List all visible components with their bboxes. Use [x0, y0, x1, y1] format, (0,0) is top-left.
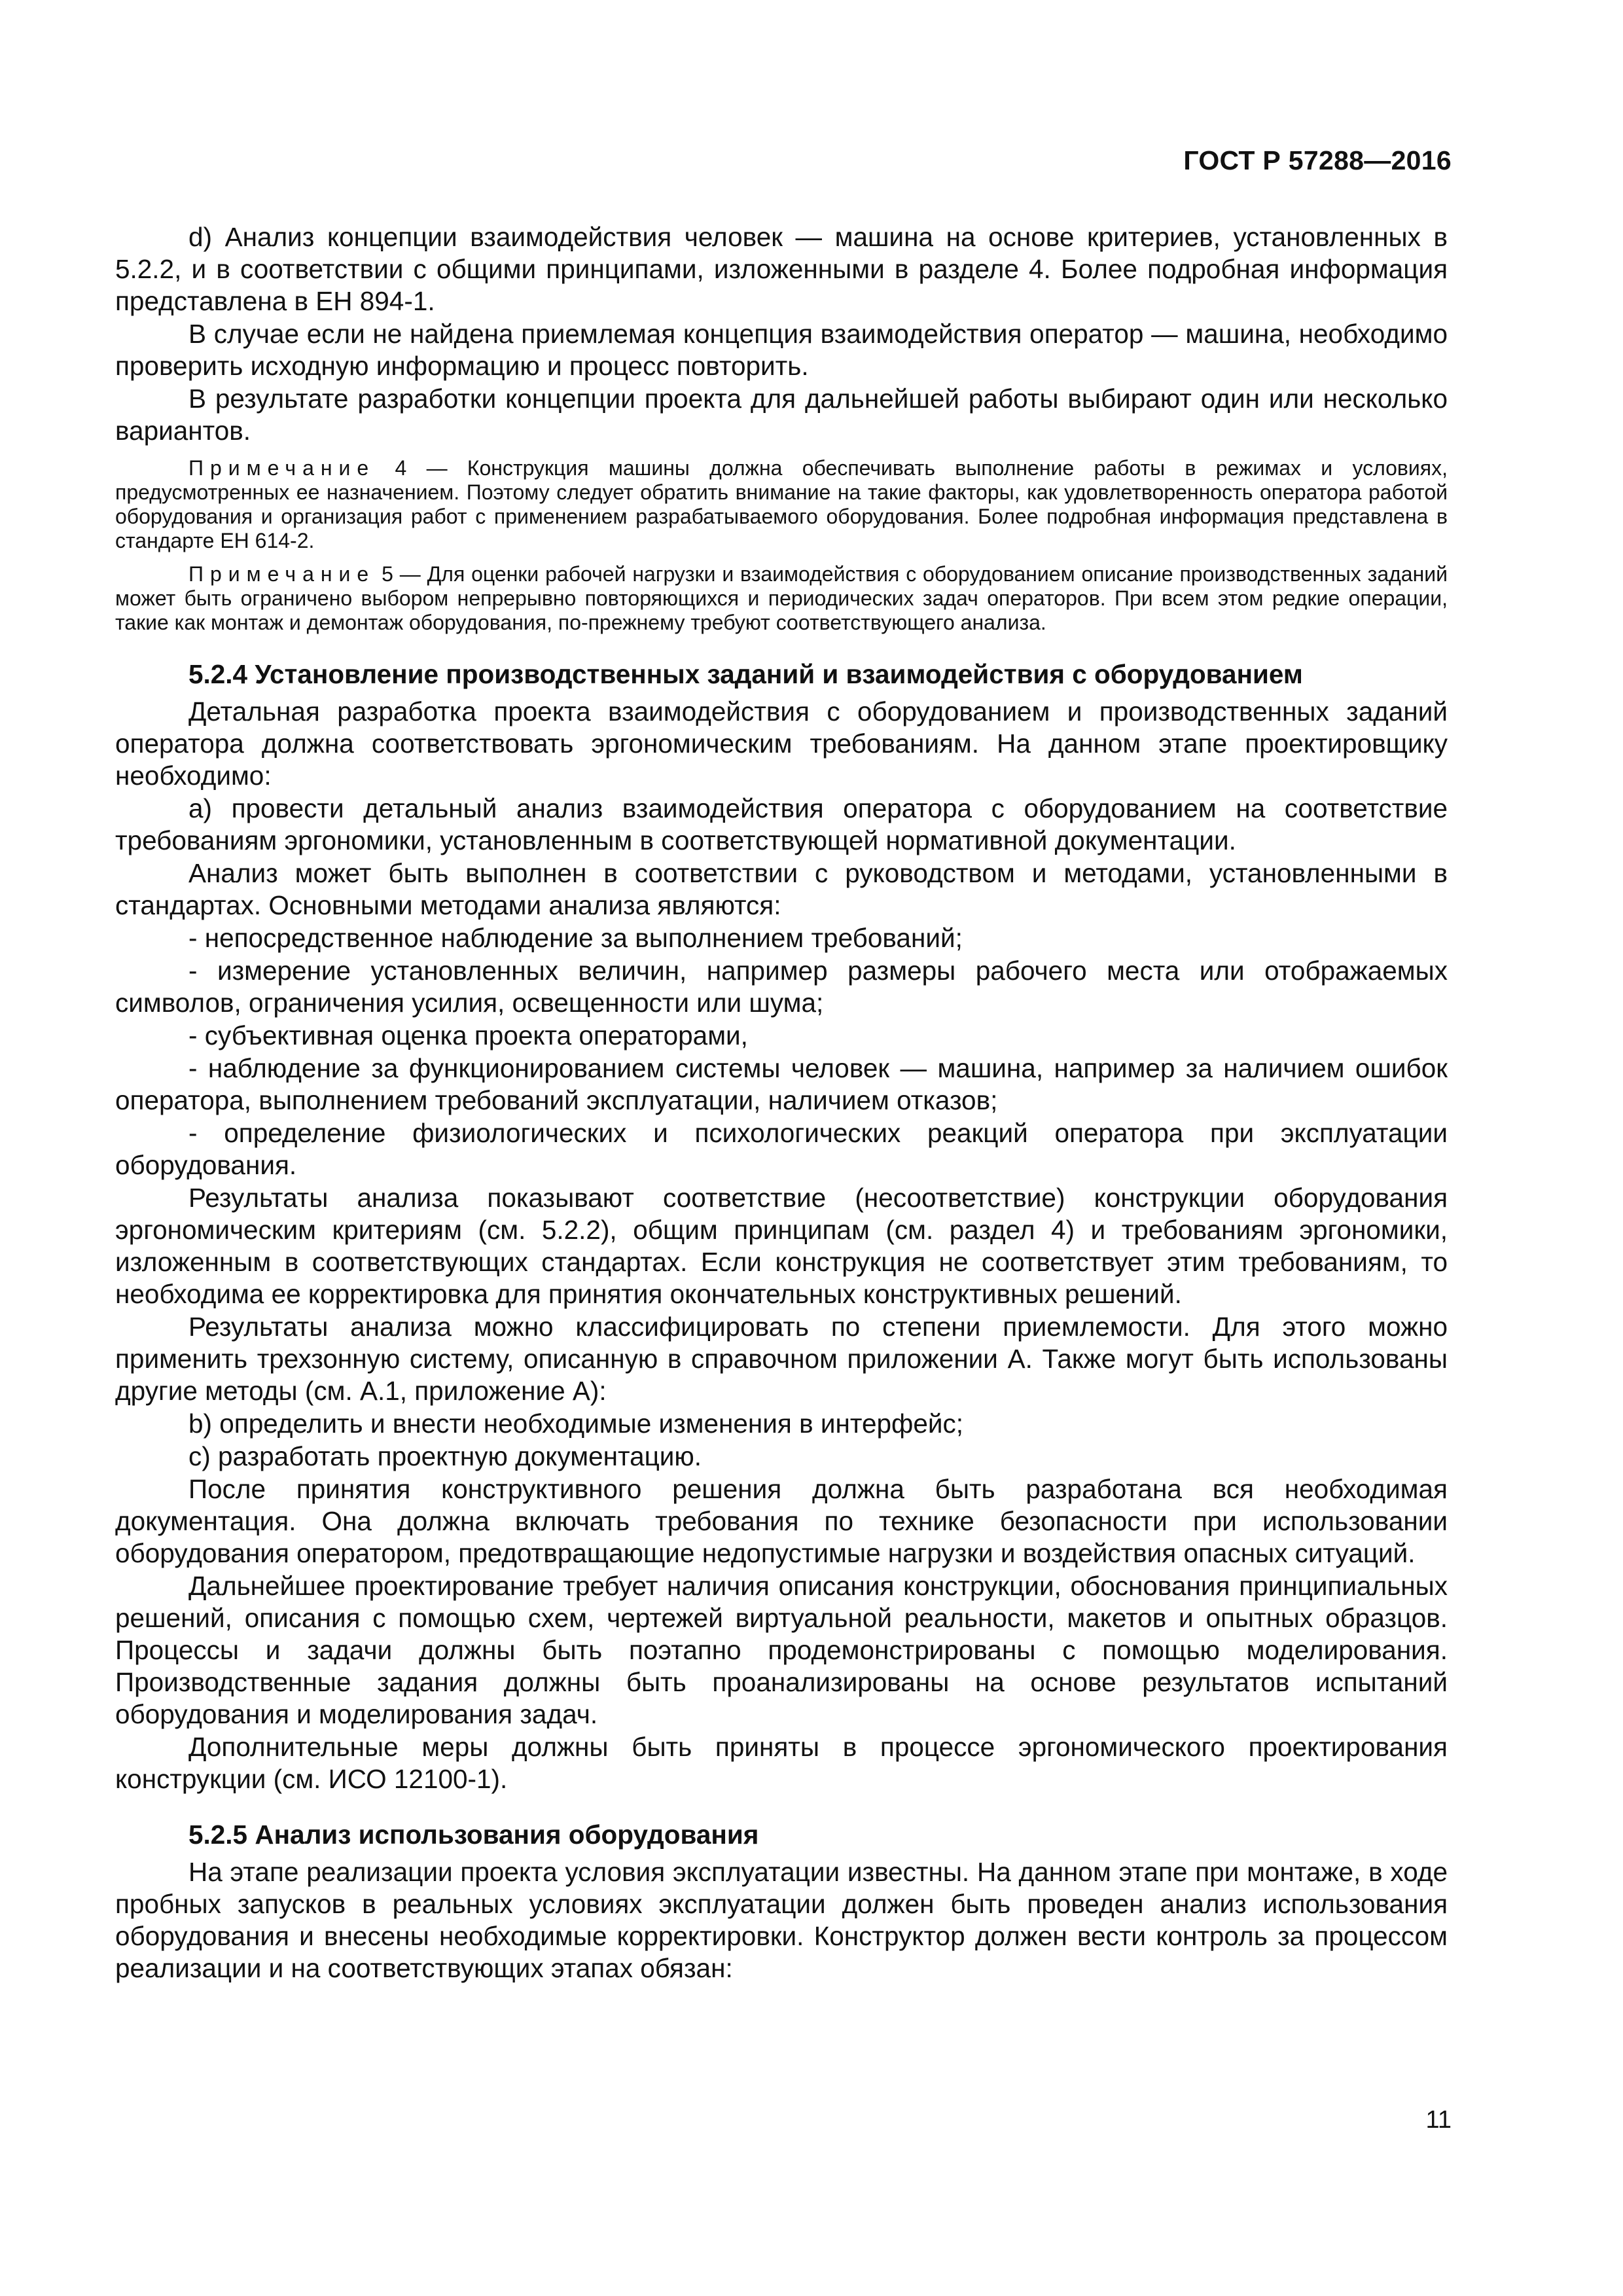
list-item: - измерение установленных величин, например размеры рабочего места или отображаемых символов, ограничения усилия, освещенности или шума;	[115, 956, 1448, 1018]
paragraph: Анализ может быть выполнен в соответствии с руководством и методами, установленными в стандартах. Основными методами анализа являются:	[115, 858, 1448, 920]
list-item: - субъективная оценка проекта операторами,	[188, 1020, 748, 1050]
page-number: 11	[1425, 2106, 1452, 2134]
paragraph: Детальная разработка проекта взаимодействия с оборудованием и производственных заданий оператора должна соответствовать эргономическим требованиям. На данном этапе проектировщику необходимо:	[115, 696, 1448, 791]
paragraph: В случае если не найдена приемлемая концепция взаимодействия оператор — машина, необходимо проверить исходную информацию и процесс повторить.	[115, 319, 1448, 381]
note-label: Примечание	[188, 456, 376, 480]
note-label: Примечание	[188, 562, 376, 586]
paragraph: На этапе реализации проекта условия эксплуатации известны. На данном этапе при монтаже, в ходе пробных запусков в реальных условиях эксплуатации должен быть проведен анализ использования оборудования и внесены необходимые корректировки. Конструктор должен вести контроль за процессом реализации и на соответствующих этапах обязан:	[115, 1857, 1448, 1983]
list-item: а) провести детальный анализ взаимодействия оператора с оборудованием на соответствие требованиям эргономики, установленным в соответствующей нормативной документации.	[115, 793, 1448, 855]
section-heading-5-2-4: 5.2.4 Установление производственных заданий и взаимодействия с оборудованием	[188, 659, 1303, 689]
document-body	[115, 221, 1448, 1985]
paragraph: В результате разработки концепции проекта для дальнейшей работы выбирают один или несколько вариантов.	[115, 384, 1448, 446]
list-item: c) разработать проектную документацию.	[188, 1441, 702, 1471]
note-4	[115, 456, 1448, 553]
list-item: b) определить и внести необходимые изменения в интерфейс;	[188, 1408, 963, 1439]
paragraph: Результаты анализа можно классифицировать по степени приемлемости. Для этого можно применить трехзонную систему, описанную в справочном приложении А. Также могут быть использованы другие методы (см. А.1, приложение А):	[115, 1312, 1448, 1406]
section-heading-5-2-5: 5.2.5 Анализ использования оборудования	[188, 1820, 759, 1850]
paragraph: Дополнительные меры должны быть приняты в процессе эргономического проектирования конструкции (см. ИСО 12100-1).	[115, 1732, 1448, 1794]
note-text: 5 — Для оценки рабочей нагрузки и взаимодействия с оборудованием описание производственных заданий может быть ограничено выбором непрерывно повторяющихся и периодических задач операторов. При всем этом редкие операции, такие как монтаж и демонтаж оборудования, по-прежнему требуют соответствующего анализа.	[115, 562, 1448, 634]
paragraph: После принятия конструктивного решения должна быть разработана вся необходимая документация. Она должна включать требования по технике безопасности при использовании оборудования оператором, предотвращающие недопустимые нагрузки и воздействия опасных ситуаций.	[115, 1474, 1448, 1568]
list-item: - непосредственное наблюдение за выполнением требований;	[188, 923, 963, 953]
document-code-header: ГОСТ Р 57288—2016	[1183, 145, 1452, 175]
paragraph: Дальнейшее проектирование требует наличия описания конструкции, обоснования принципиальных решений, описания с помощью схем, чертежей виртуальной реальности, макетов и опытных образцов. Процессы и задачи должны быть поэтапно продемонстрированы с помощью моделирования. Производственные задания должны быть проанализированы на основе результатов испытаний оборудования и моделирования задач.	[115, 1571, 1448, 1729]
list-item: - наблюдение за функционированием системы человек — машина, например за наличием ошибок оператора, выполнением требований эксплуатации, наличием отказов;	[115, 1053, 1448, 1115]
note-text: 4 — Конструкция машины должна обеспечивать выполнение работы в режимах и условиях, предусмотренных ее назначением. Поэтому следует обратить внимание на такие факторы, как удовлетворенность оператора работой оборудования и организация работ с применением разрабатываемого оборудования. Более подробная информация представлена в стандарте ЕН 614-2.	[115, 456, 1448, 552]
note-5	[115, 562, 1448, 635]
list-item: - определение физиологических и психологических реакций оператора при эксплуатации оборудования.	[115, 1118, 1448, 1180]
paragraph: d) Анализ концепции взаимодействия человек — машина на основе критериев, установленных в 5.2.2, и в соответствии с общими принципами, изложенными в разделе 4. Более подробная информация представлена в ЕН 894-1.	[115, 222, 1448, 316]
paragraph: Результаты анализа показывают соответствие (несоответствие) конструкции оборудования эргономическим критериям (см. 5.2.2), общим принципам (см. раздел 4) и требованиям эргономики, изложенным в соответствующих стандартах. Если конструкция не соответствует этим требованиям, то необходима ее корректировка для принятия окончательных конструктивных решений.	[115, 1183, 1448, 1309]
